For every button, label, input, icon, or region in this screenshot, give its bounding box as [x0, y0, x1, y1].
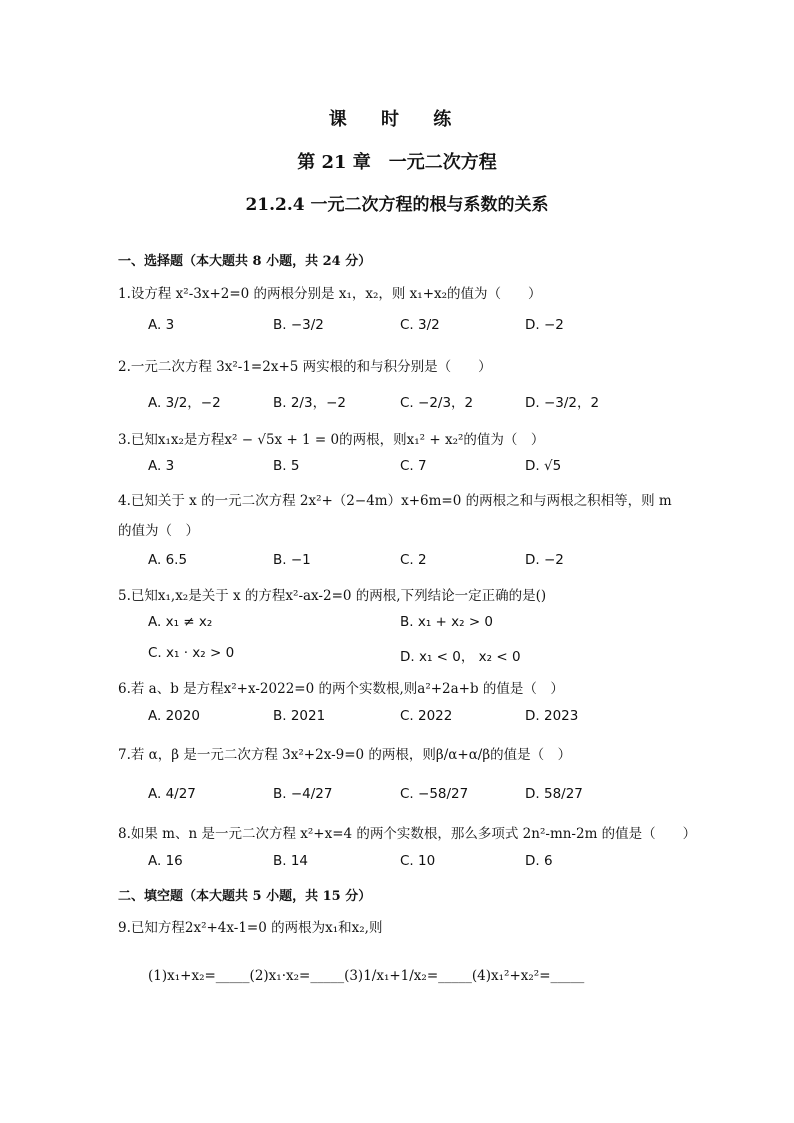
- question-5: 5.已知x₁,x₂是关于 x 的方程x²-ax-2=0 的两根,下列结论一定正确的是(): [118, 588, 547, 604]
- question-7: 7.若 α，β 是一元二次方程 3x²+2x-9=0 的两根，则β/α+α/β的值是（ ）: [118, 747, 572, 763]
- q3-option-c: C. 7: [400, 458, 427, 474]
- q2-option-c: C. −2/3，2: [400, 395, 474, 411]
- q3-option-b: B. 5: [273, 458, 300, 474]
- q6-option-d: D. 2023: [525, 708, 579, 724]
- q7-option-a: A. 4/27: [148, 786, 196, 802]
- q1-option-d: D. −2: [525, 317, 564, 333]
- question-9-blanks: (1)x₁+x₂=_____(2)x₁·x₂=_____(3)1/x₁+1/x₂=_____(4)x₁²+x₂²=_____: [148, 968, 585, 984]
- q8-option-c: C. 10: [400, 853, 436, 869]
- question-9: 9.已知方程2x²+4x-1=0 的两根为x₁和x₂,则: [118, 920, 383, 936]
- q6-option-a: A. 2020: [148, 708, 200, 724]
- q7-option-c: C. −58/27: [400, 786, 469, 802]
- chapter-title: 第 21 章 一元二次方程: [297, 152, 497, 173]
- q4-option-d: D. −2: [525, 552, 564, 568]
- part1-heading: 一、选择题（本大题共 8 小题，共 24 分）: [118, 254, 372, 269]
- q8-option-d: D. 6: [525, 853, 553, 869]
- question-1: 1.设方程 x²-3x+2=0 的两根分别是 x₁，x₂，则 x₁+x₂的值为（ ）: [118, 286, 542, 302]
- q7-option-b: B. −4/27: [273, 786, 333, 802]
- q4-option-a: A. 6.5: [148, 552, 188, 568]
- q6-option-b: B. 2021: [273, 708, 326, 724]
- q8-option-b: B. 14: [273, 853, 309, 869]
- question-4-cont: 的值为（ ）: [118, 523, 199, 539]
- q3-option-d: D. √5: [525, 458, 562, 474]
- q2-option-a: A. 3/2，−2: [148, 395, 221, 411]
- q2-option-d: D. −3/2，2: [525, 395, 600, 411]
- q2-option-b: B. 2/3，−2: [273, 395, 346, 411]
- question-2: 2.一元二次方程 3x²-1=2x+5 两实根的和与积分别是（ ）: [118, 359, 492, 375]
- q1-option-b: B. −3/2: [273, 317, 324, 333]
- question-3: 3.已知x₁x₂是方程x² − √5x + 1 = 0的两根，则x₁² + x₂²的值为（ ）: [118, 432, 545, 448]
- q5-option-a: A. x₁ ≠ x₂: [148, 614, 213, 630]
- question-8: 8.如果 m、n 是一元二次方程 x²+x=4 的两个实数根，那么多项式 2n²-mn-2m 的值是（ ）: [118, 826, 697, 842]
- worksheet-title: 课 时 练: [328, 109, 466, 130]
- q8-option-a: A. 16: [148, 853, 183, 869]
- q3-option-a: A. 3: [148, 458, 175, 474]
- question-6: 6.若 a、b 是方程x²+x-2022=0 的两个实数根,则a²+2a+b 的值是（ ）: [118, 681, 564, 697]
- q1-option-a: A. 3: [148, 317, 175, 333]
- q7-option-d: D. 58/27: [525, 786, 583, 802]
- q6-option-c: C. 2022: [400, 708, 453, 724]
- q5-option-b: B. x₁ + x₂ > 0: [400, 614, 494, 630]
- q1-option-c: C. 3/2: [400, 317, 440, 333]
- section-title: 21.2.4 一元二次方程的根与系数的关系: [245, 195, 549, 215]
- q4-option-c: C. 2: [400, 552, 427, 568]
- q5-option-c: C. x₁ · x₂ > 0: [148, 645, 235, 661]
- q4-option-b: B. −1: [273, 552, 311, 568]
- part2-heading: 二、填空题（本大题共 5 小题，共 15 分）: [118, 889, 372, 904]
- question-4: 4.已知关于 x 的一元二次方程 2x²+（2−4m）x+6m=0 的两根之和与两根之积相等，则 m: [118, 493, 672, 509]
- q5-option-d: D. x₁ < 0， x₂ < 0: [400, 649, 521, 665]
